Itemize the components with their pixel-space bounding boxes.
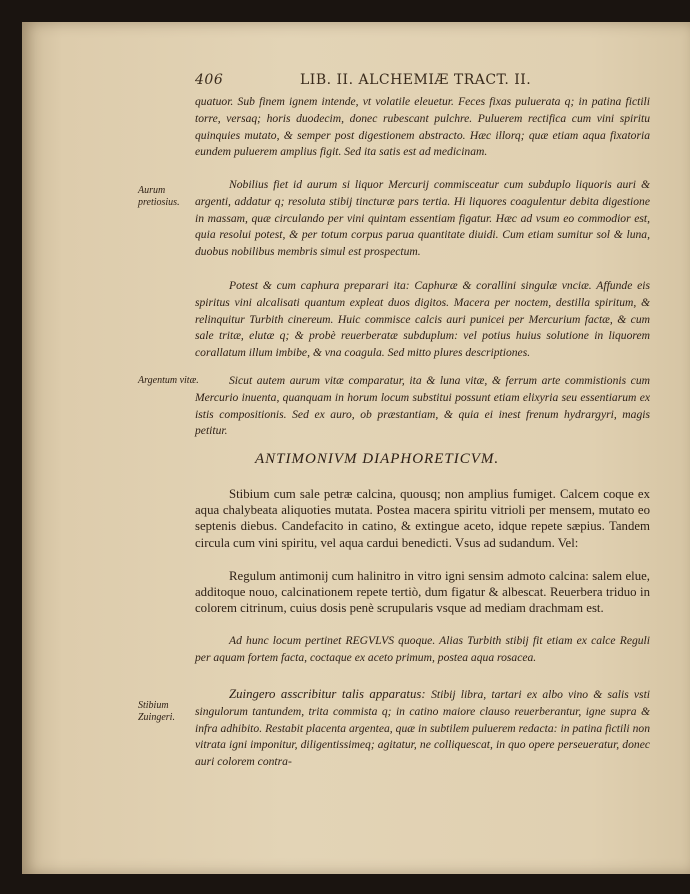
margin-note-stibium: Stibium Zuingeri. (138, 700, 175, 723)
paragraph-7-text: Ad hunc locum pertinet REGVLVS quoque. Alias Turbith stibij fit etiam ex calce Reguli per aquam fortem facta, coctaque ex aceto primum, postea aqua rosacea. (195, 634, 650, 664)
paragraph-8 (195, 686, 650, 771)
paragraph-2-text: Nobilius fiet id aurum si liquor Mercurij commisceatur cum subduplo liquoris auri & argenti, addatur q; resoluta stibij tincturæ pars tertia. Hi liquores coagulentur debita digestione in massam, quæ circulando per vini quintam essentiam figatur. Hæc ad vsum eo commodior est, quia resolui potest, & per totum corpus parua quantitate diuidi. Cum etiam sumitur sol & luna, duobus nobilibus membris simul est prospectum. (195, 178, 650, 259)
paragraph-8-text (195, 686, 650, 771)
paragraph-5 (195, 486, 650, 551)
paragraph-4-text: Sicut autem aurum vitæ comparatur, ita & luna vitæ, & ferrum arte commistionis cum Mercurio inuenta, quanquam in horum locum substitui possunt etiam elixyria seu essentiarum ex istis compositionis. Sed ex auro, ob præstantiam, & quia ei inest frenum hydrargyri, magis petitur. (195, 374, 650, 438)
page-number: 406 (195, 72, 224, 88)
paragraph-8-italic: Stibij libra, tartari ex albo vino & salis vsti singulorum tantundem, trita commista q; in catino maiore clauso reuerberantur, igne supra & infra adhibito. Restabit placenta argentea, quæ in subtilem puluerem redacta: in patina fictili non vitrata igni imponitur, diligentissimeq; agitatur, ne colliquescat, in quo opere perseueratur, donec auri colorem contra- (195, 688, 651, 769)
running-title: LIB. II. ALCHEMIÆ TRACT. II. (300, 72, 532, 88)
paragraph-1-text: quatuor. Sub finem ignem intende, vt volatile eleuetur. Feces fixas puluerata q; in patina fictili torre, versaq; horis duodecim, donec rubescant pulchre. Puluerem rectifica cum vini spiritu quinquies mutato, & semper post digestionem abstracto. Hæc illorq; quæ etiam aqua fixatoria eundem puluerem amplius figit. Sed ita satis est ad medicinam. (195, 95, 650, 159)
paragraph-3 (195, 278, 650, 362)
paragraph-8-roman: Zuingero asscribitur talis apparatus: (229, 687, 432, 701)
paragraph-6-text: Regulum antimonij cum halinitro in vitro igni sensim admoto calcina: salem elue, additoque nouo, calcinationem repete tertiò, dum figatur & albescat. Reuerbera triduo in colorem citrinum, cuius dosis penè scrupularis vsque ad mediam drachmam est. (195, 569, 650, 616)
margin-note-aurum: Aurum pretiosius. (138, 185, 180, 208)
paragraph-5-text: Stibium cum sale petræ calcina, quousq; non amplius fumiget. Calcem coque ex aqua chalybeata aliquoties mutata. Postea macera spiritu vitrioli per mensem, mutato eo septenis diebus. Candefacito in catino, & extingue aceto, idque repete sæpius. Tandem circula cum vini spiritu, vel aqua cardui benedicti. Vsus ad sudandum. Vel: (195, 487, 650, 550)
margin-note-argentum: Argentum vitæ. (138, 375, 199, 386)
paragraph-3-text: Potest & cum caphura preparari ita: Caphuræ & corallini singulæ vnciæ. Affunde eis spiritus vini alcalisati quantum expleat duos digitos. Macera per noctem, destilla spiritum, & relinquitur Turbith cinereum. Huic commisce calcis auri punicei per Mercurium factæ, & cum sale tritæ, elutæ q; & probè reuerberatæ subduplum: vel potius huius solutione in liquorem corallatum illum imbibe, & vna coagula. Sed mitto plures descriptiones. (195, 279, 650, 360)
paragraph-6 (195, 568, 650, 617)
paragraph-2 (195, 177, 650, 261)
paragraph-1 (195, 94, 650, 161)
paragraph-4 (195, 373, 650, 440)
paragraph-7 (195, 633, 650, 667)
section-heading: ANTIMONIVM DIAPHORETICVM. (255, 451, 500, 467)
